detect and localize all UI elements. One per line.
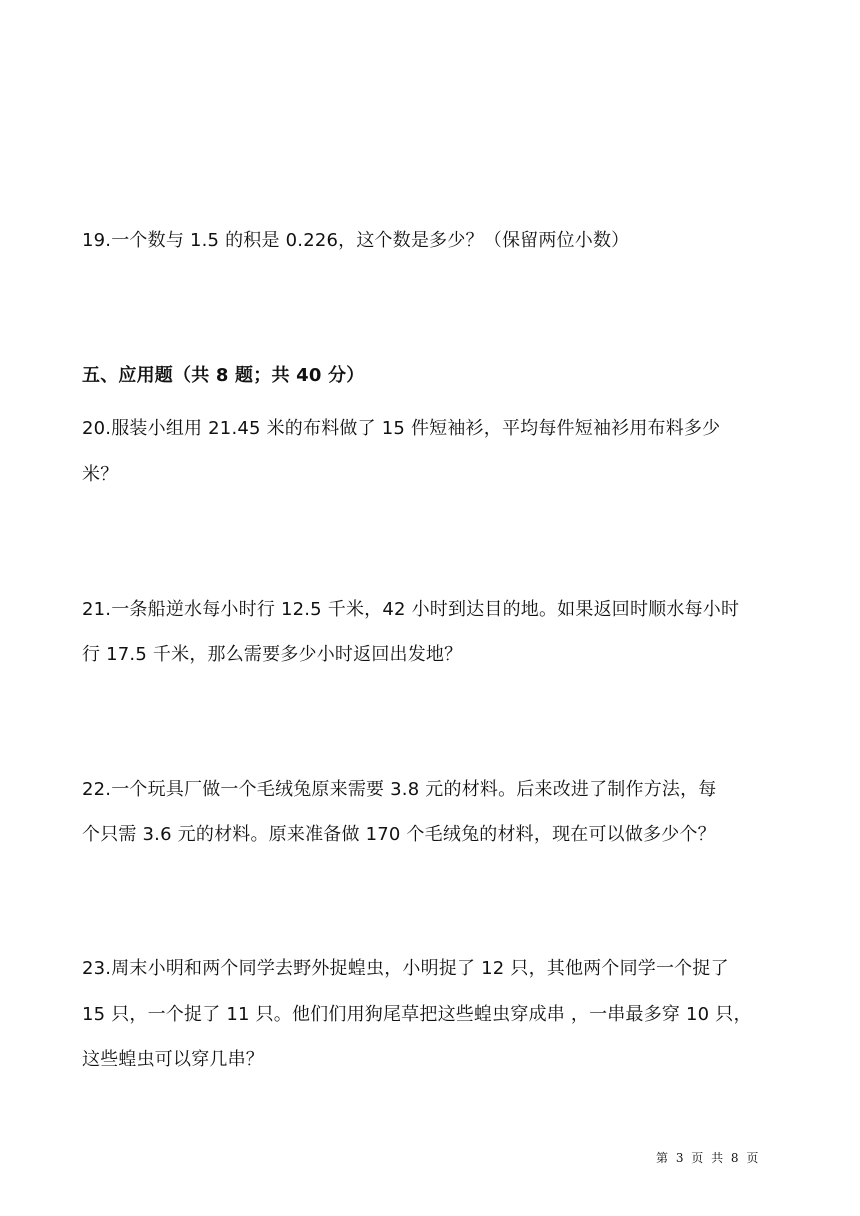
question-20-line-1: 20.服装小组用 21.45 米的布料做了 15 件短袖衫，平均每件短袖衫用布料多少 (82, 418, 721, 439)
question-23-line-1: 23.周末小明和两个同学去野外捉蝗虫，小明捉了 12 只，其他两个同学一个捉了 (82, 958, 729, 979)
question-23-line-3: 这些蝗虫可以穿几串？ (82, 1049, 264, 1070)
question-23-line-2: 15 只，一个捉了 11 只。他们们用狗尾草把这些蝗虫穿成串 ，一串最多穿 10 只， (82, 1004, 752, 1025)
question-22-line-1: 22.一个玩具厂做一个毛绒兔原来需要 3.8 元的材料。后来改进了制作方法，每 (82, 779, 717, 800)
page-number-footer: 第 3 页 共 8 页 (656, 1151, 761, 1165)
question-22-line-2: 个只需 3.6 元的材料。原来准备做 170 个毛绒兔的材料，现在可以做多少个？ (82, 824, 716, 845)
question-20-line-2: 米？ (82, 464, 119, 485)
question-19-line-1: 19.一个数与 1.5 的积是 0.226，这个数是多少？（保留两位小数） (82, 230, 630, 251)
question-21-line-1: 21.一条船逆水每小时行 12.5 千米，42 小时到达目的地。如果返回时顺水每小时 (82, 599, 740, 620)
question-21-line-2: 行 17.5 千米，那么需要多少小时返回出发地？ (82, 644, 463, 665)
section-5-heading: 五、应用题（共 8 题；共 40 分） (82, 365, 365, 386)
